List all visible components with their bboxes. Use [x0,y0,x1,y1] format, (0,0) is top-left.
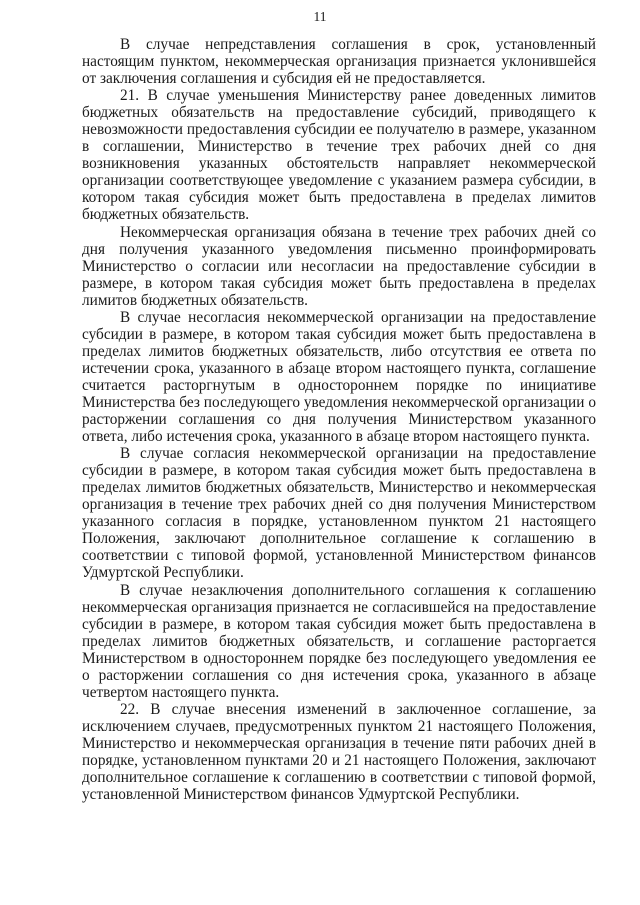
paragraph-non-conclusion: В случае незаключения дополнительного соглашения к соглашению некоммерческая организация признается не согласившейся на предоставление субсидии в размере, в котором такая субсидия может быть предоставлена в пределах лимитов бюджетных обязательств, и соглашение расторгается Министерством в одностороннем порядке без последующего уведомления ее о расторжении соглашения со дня истечения срока, указанного в абзаце четвертом настоящего пункта. [82,581,596,701]
document-body [82,36,596,803]
paragraph-agreement: В случае согласия некоммерческой организации на предоставление субсидии в размере, в котором такая субсидия может быть предоставлена в пределах лимитов бюджетных обязательств, Министерство и некоммерческая организация в течение трех рабочих дней со дня получения Министерством указанного согласия в порядке, установленном пунктом 21 настоящего Положения, заключают дополнительное соглашение к соглашению в соответствии с типовой формой, установленной Министерством финансов Удмуртской Республики. [82,445,596,582]
paragraph-clause-22: 22. В случае внесения изменений в заключенное соглашение, за исключением случаев, предусмотренных пунктом 21 настоящего Положения, Министерство и некоммерческая организация в течение пяти рабочих дней в порядке, установленном пунктами 20 и 21 настоящего Положения, заключают дополнительное соглашение к соглашению в соответствии с типовой формой, установленной Министерством финансов Удмуртской Республики. [82,700,596,804]
paragraph-refusal-consequence: В случае непредставления соглашения в срок, установленный настоящим пунктом, некоммерческая организация признается уклонившейся от заключения соглашения и субсидия ей не предоставляется. [82,36,596,88]
paragraph-clause-21: 21. В случае уменьшения Министерству ранее доведенных лимитов бюджетных обязательств на предоставление субсидий, приводящего к невозможности предоставления субсидии ее получателю в размере, указанном в соглашении, Министерство в течение трех рабочих дней со дня возникновения указанных обстоятельств направляет некоммерческой организации соответствующее уведомление с указанием размера субсидии, в котором такая субсидия может быть предоставлена в пределах лимитов бюджетных обязательств. [82,87,596,224]
paragraph-disagreement: В случае несогласия некоммерческой организации на предоставление субсидии в размере, в котором такая субсидия может быть предоставлена в пределах лимитов бюджетных обязательств, либо отсутствия ее ответа по истечении срока, указанного в абзаце втором настоящего пункта, соглашение считается расторгнутым в одностороннем порядке по инициативе Министерства без последующего уведомления некоммерческой организации о расторжении соглашения со дня получения Министерством указанного ответа, либо истечения срока, указанного в абзаце втором настоящего пункта. [82,308,596,446]
paragraph-notification-duty: Некоммерческая организация обязана в течение трех рабочих дней со дня получения указанного уведомления письменно проинформировать Министерство о согласии или несогласии на предоставление субсидии в размере, в котором такая субсидия может быть предоставлена в пределах лимитов бюджетных обязательств. [82,223,596,309]
page-number: 11 [313,9,327,24]
